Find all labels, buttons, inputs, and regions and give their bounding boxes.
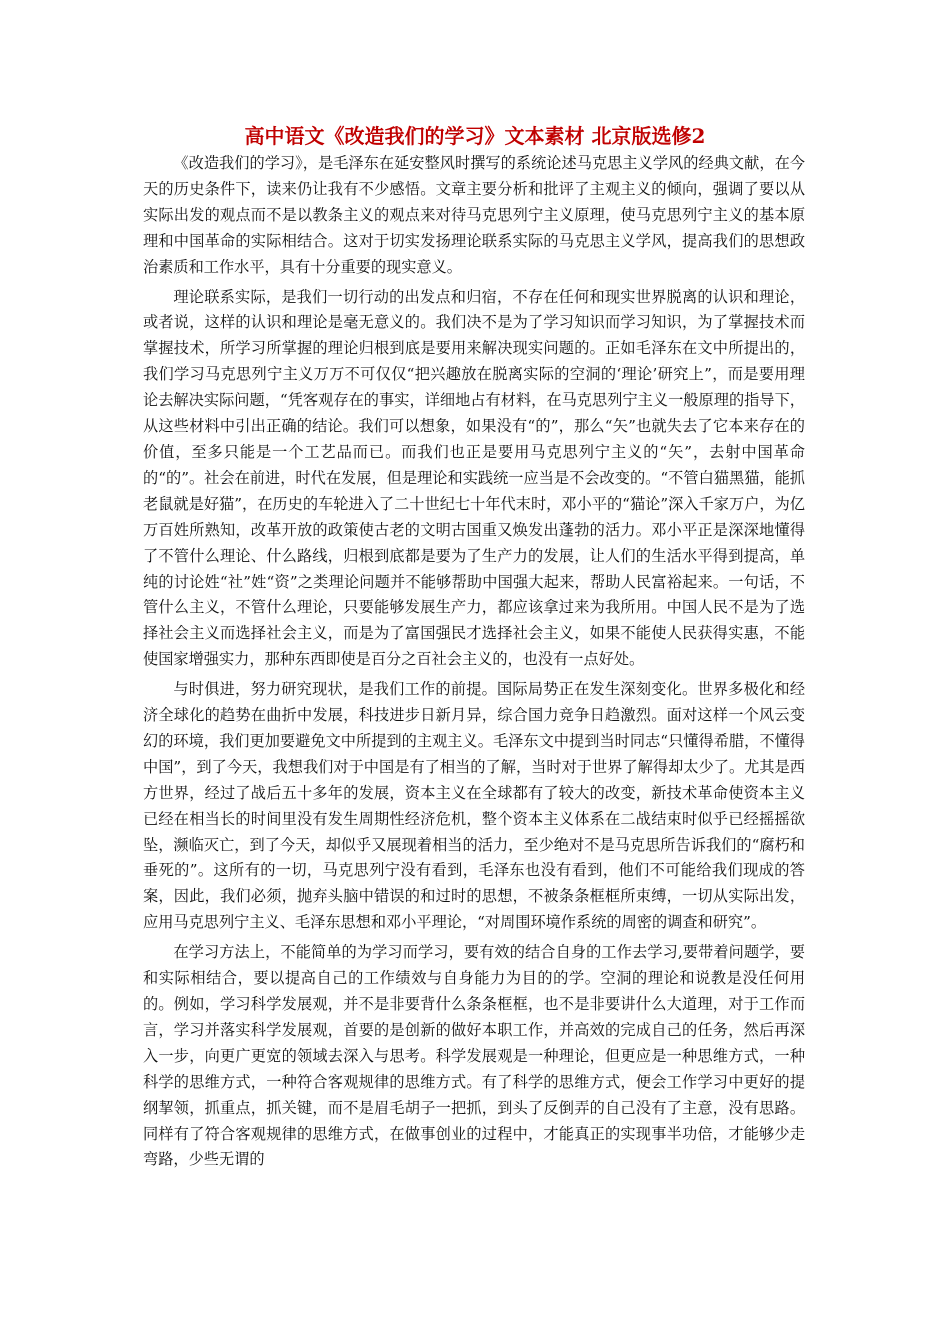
document-body — [143, 151, 805, 1173]
paragraph-3: 与时俱进，努力研究现状，是我们工作的前提。国际局势正在发生深刻变化。世界多极化和经济全球化的趋势在曲折中发展，科技进步日新月异，综合国力竞争日趋激烈。面对这样一个风云变幻的环境，我们更加要避免文中所提到的主观主义。毛泽东文中提到当时同志“只懂得希腊，不懂得中国”，到了今天，我想我们对于中国是有了相当的了解，当时对于世界了解得却太少了。尤其是西方世界，经过了战后五十多年的发展，资本主义在全球都有了较大的改变，新技术革命使资本主义已经在相当长的时间里没有发生周期性经济危机，整个资本主义体系在二战结束时似乎已经摇摇欲坠，濒临灭亡，到了今天，却似乎又展现着相当的活力，至少绝对不是马克思所告诉我们的“腐朽和垂死的”。这所有的一切，马克思列宁没有看到，毛泽东也没有看到，他们不可能给我们现成的答案，因此，我们必须，抛弃头脑中错误的和过时的思想，不被条条框框所束缚，一切从实际出发，应用马克思列宁主义、毛泽东思想和邓小平理论，“对周围环境作系统的周密的调查和研究”。 — [143, 680, 805, 932]
paragraph-4: 在学习方法上，不能简单的为学习而学习，要有效的结合自身的工作去学习,要带着问题学，要和实际相结合，要以提高自己的工作绩效与自身能力为目的的学。空洞的理论和说教是没任何用的。例如，学习科学发展观，并不是非要背什么条条框框，也不是非要讲什么大道理，对于工作而言，学习并落实科学发展观，首要的是创新的做好本职工作，并高效的完成自己的任务，然后再深入一步，向更广更宽的领域去深入与思考。科学发展观是一种理论，但更应是一种思维方式，一种科学的思维方式，一种符合客观规律的思维方式。有了科学的思维方式，便会工作学习中更好的提纲挈领，抓重点，抓关键，而不是眉毛胡子一把抓，到头了反倒弄的自己没有了主意，没有思路。同样有了符合客观规律的思维方式，在做事创业的过程中，才能真正的实现事半功倍，才能够少走弯路，少些无谓的 — [143, 943, 805, 1169]
paragraph-1: 《改造我们的学习》，是毛泽东在延安整风时撰写的系统论述马克思主义学风的经典文献，在今天的历史条件下，读来仍让我有不少感悟。文章主要分析和批评了主观主义的倾向，强调了要以从实际出发的观点而不是以教条主义的观点来对待马克思列宁主义原理，使马克思列宁主义的基本原理和中国革命的实际相结合。这对于切实发扬理论联系实际的马克思主义学风，提高我们的思想政治素质和工作水平，具有十分重要的现实意义。 — [143, 154, 805, 276]
document-title: 高中语文《改造我们的学习》文本素材 北京版选修2 — [244, 124, 706, 148]
paragraph-2: 理论联系实际，是我们一切行动的出发点和归宿，不存在任何和现实世界脱离的认识和理论，或者说，这样的认识和理论是毫无意义的。我们决不是为了学习知识而学习知识，为了掌握技术而掌握技术，所学习所掌握的理论归根到底是要用来解决现实问题的。正如毛泽东在文中所提出的，我们学习马克思列宁主义万万不可仅仅“把兴趣放在脱离实际的空洞的‘理论’研究上”，而是要用理论去解决实际问题，“凭客观存在的事实，详细地占有材料，在马克思列宁主义一般原理的指导下，从这些材料中引出正确的结论。我们可以想象，如果没有“的”，那么“矢”也就失去了它本来存在的价值，至多只能是一个工艺品而已。而我们也正是要用马克思列宁主义的“矢”，去射中国革命的“的”。社会在前进，时代在发展，但是理论和实践统一应当是不会改变的。“不管白猫黑猫，能抓老鼠就是好猫”，在历史的车轮进入了二十世纪七十年代末时，邓小平的“猫论”深入千家万户，为亿万百姓所熟知，改革开放的政策使古老的文明古国重又焕发出蓬勃的活力。邓小平正是深深地懂得了不管什么理论、什么路线，归根到底都是要为了生产力的发展，让人们的生活水平得到提高，单纯的讨论姓“社”姓“资”之类理论问题并不能够帮助中国强大起来，帮助人民富裕起来。一句话，不管什么主义，不管什么理论，只要能够发展生产力，都应该拿过来为我所用。中国人民不是为了选择社会主义而选择社会主义，而是为了富国强民才选择社会主义，如果不能使人民获得实惠，不能使国家增强实力，那种东西即使是百分之百社会主义的，也没有一点好处。 — [143, 287, 805, 669]
